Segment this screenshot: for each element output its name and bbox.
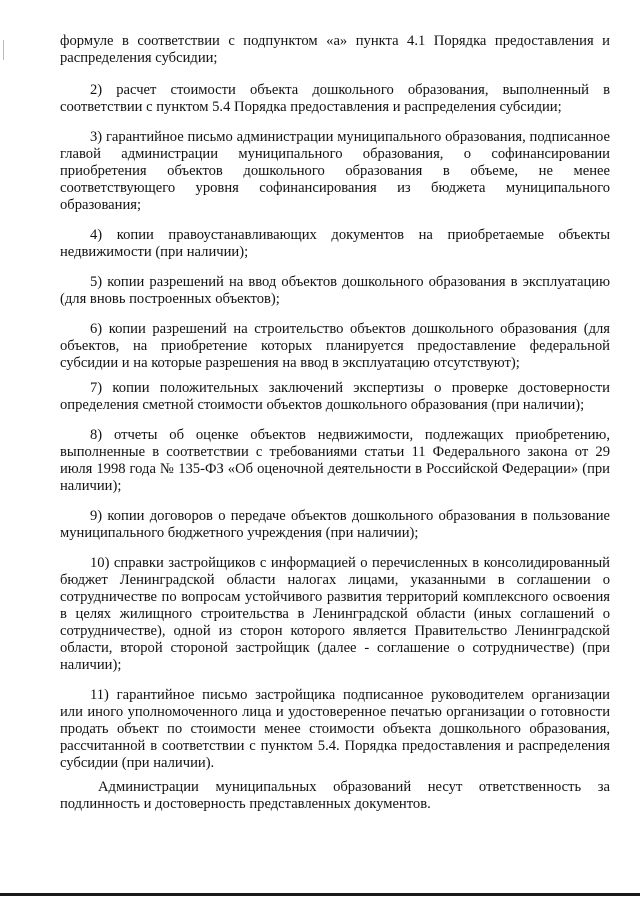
list-item-2: 2) расчет стоимости объекта дошкольного образования, выполненный в соответствии с пунктом 5.4 Порядка предоставления и распределения субсидии; [60, 82, 610, 115]
scan-bottom-rule [0, 893, 640, 896]
list-item-3: 3) гарантийное письмо администрации муниципального образования, подписанное главой администрации муниципального образования, о софинансировании приобретения объектов дошкольного образования в объеме, не менее соответствующего уровня софинансирования из бюджета муниципального образования; [60, 129, 610, 213]
list-item-8: 8) отчеты об оценке объектов недвижимости, подлежащих приобретению, выполненные в соответствии с требованиями статьи 11 Федерального закона от 29 июля 1998 года № 135-ФЗ «Об оценочной деятельности в Российской Федерации» (при наличии); [60, 427, 610, 494]
list-item-10: 10) справки застройщиков с информацией о перечисленных в консолидированный бюджет Ленинградской области налогах лицами, указанными в соглашении о сотрудничестве по вопросам устойчивого развития территорий комплексного освоения в целях жилищного строительства в Ленинградской области (иных соглашений о сотрудничестве), одной из сторон которого является Правительство Ленинградской области, второй стороной застройщик (далее - соглашение о сотрудничестве) (при наличии); [60, 555, 610, 673]
document-page [60, 33, 610, 826]
scan-edge-mark [3, 40, 4, 60]
list-item-9: 9) копии договоров о передаче объектов дошкольного образования в пользование муниципального бюджетного учреждения (при наличии); [60, 508, 610, 541]
list-item-6: 6) копии разрешений на строительство объектов дошкольного образования (для объектов, на приобретение которых планируется предоставление федеральной субсидии и на которые разрешения на ввод в эксплуатацию отсутствуют); [60, 321, 610, 371]
paragraph-continuation: формуле в соответствии с подпунктом «а» пункта 4.1 Порядка предоставления и распределения субсидии; [60, 33, 610, 66]
list-item-4: 4) копии правоустанавливающих документов на приобретаемые объекты недвижимости (при наличии); [60, 227, 610, 260]
list-item-7: 7) копии положительных заключений экспертизы о проверке достоверности определения сметной стоимости объектов дошкольного образования (при наличии); [60, 380, 610, 413]
list-item-11: 11) гарантийное письмо застройщика подписанное руководителем организации или иного уполномоченного лица и удостоверенное печатью организации о готовности продать объект по стоимости менее стоимости объекта дошкольного образования, рассчитанной в соответствии с пунктом 5.4. Порядка предоставления и распределения субсидии (при наличии). [60, 687, 610, 771]
list-item-5: 5) копии разрешений на ввод объектов дошкольного образования в эксплуатацию (для вновь построенных объектов); [60, 274, 610, 307]
closing-paragraph: Администрации муниципальных образований несут ответственность за подлинность и достоверность представленных документов. [60, 779, 610, 812]
